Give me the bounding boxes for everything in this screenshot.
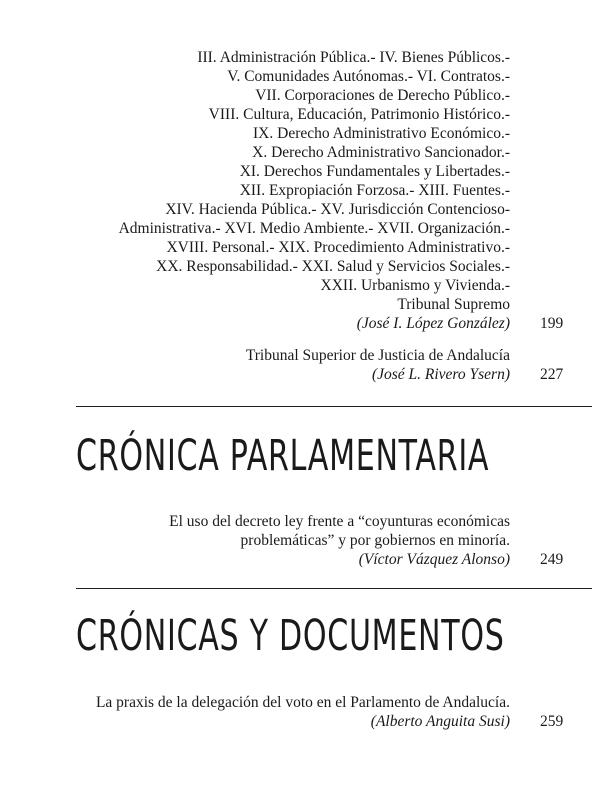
index-line: IX. Derecho Administrativo Económico.- [253,125,510,142]
entry-author: (Víctor Vázquez Alonso) [358,551,510,568]
entry-title: El uso del decreto ley frente a “coyunturas económicas [169,513,510,530]
index-line: VIII. Cultura, Educación, Patrimonio Histórico.- [208,106,510,123]
index-line: V. Comunidades Autónomas.- VI. Contratos.- [227,68,510,85]
entry-title: Tribunal Superior de Justicia de Andalucía [245,347,510,364]
entry-author: (Alberto Anguita Susi) [370,713,510,730]
section-heading-cronica-parlamentaria: CRÓNICA PARLAMENTARIA [76,431,490,481]
entry-title: problemáticas” y por gobiernos en minoría. [240,532,510,549]
toc-entry-tsj-andalucia [90,346,510,384]
index-line: XII. Expropiación Forzosa.- XIII. Fuentes.- [239,182,510,199]
index-line: XX. Responsabilidad.- XXI. Salud y Servicios Sociales.- [156,258,510,275]
jurisprudence-index [90,48,510,295]
entry-title: La praxis de la delegación del voto en el Parlamento de Andalucía. [95,694,510,711]
index-line: III. Administración Pública.- IV. Bienes Públicos.- [197,49,510,66]
index-line: XVIII. Personal.- XIX. Procedimiento Administrativo.- [166,239,510,256]
entry-page-number: 227 [540,366,564,383]
entry-author: (José L. Rivero Ysern) [371,366,510,383]
entry-title: Tribunal Supremo [397,296,510,313]
toc-entry-tribunal-supremo [90,295,510,333]
section-divider [76,588,592,589]
toc-entry-delegacion-voto [90,693,510,731]
index-line: XXII. Urbanismo y Vivienda.- [320,277,510,294]
index-line: XIV. Hacienda Pública.- XV. Jurisdicción Contencioso- [165,201,510,218]
entry-page-number: 249 [540,551,564,568]
index-line: X. Derecho Administrativo Sancionador.- [252,144,510,161]
section-heading-cronicas-y-documentos: CRÓNICAS Y DOCUMENTOS [76,611,505,661]
entry-page-number: 259 [540,713,564,730]
index-line: XI. Derechos Fundamentales y Libertades.- [239,163,510,180]
section-divider [76,406,592,407]
index-line: Administrativa.- XVI. Medio Ambiente.- XVII. Organización.- [118,220,510,237]
entry-page-number: 199 [540,315,564,332]
entry-author: (José I. López González) [356,315,510,332]
index-line: VII. Corporaciones de Derecho Público.- [255,87,510,104]
toc-entry-decreto-ley [90,512,510,569]
